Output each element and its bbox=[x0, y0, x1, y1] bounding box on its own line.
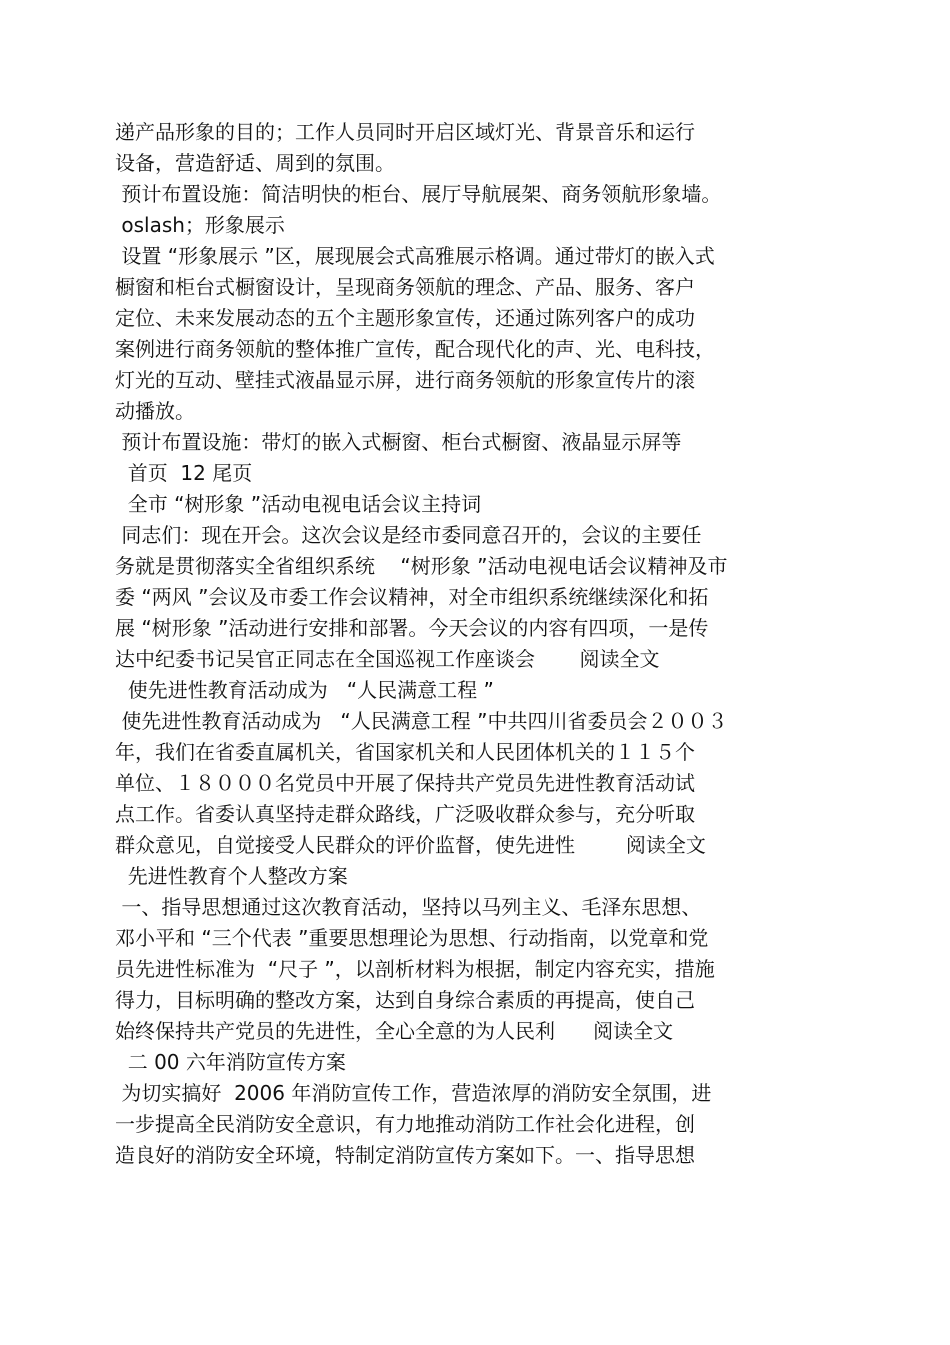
text-line-read-more[interactable]: 始终保持共产党员的先进性，全心全意的为人民利 阅读全文 bbox=[115, 1019, 674, 1043]
pagination[interactable]: 首页 12 尾页 bbox=[115, 461, 253, 485]
text-line: 一、指导思想通过这次教育活动，坚持以马列主义、毛泽东思想、 bbox=[115, 895, 702, 919]
text-line: 预计布置设施：简洁明快的柜台、展厅导航展架、商务领航形象墙。 bbox=[115, 182, 722, 206]
text-line: 递产品形象的目的；工作人员同时开启区域灯光、背景音乐和运行 bbox=[115, 120, 695, 144]
article-title[interactable]: 全市 “树形象 ”活动电视电话会议主持词 bbox=[115, 492, 482, 516]
text-line: 灯光的互动、壁挂式液晶显示屏，进行商务领航的形象宣传片的滚 bbox=[115, 368, 695, 392]
text-line: 橱窗和柜台式橱窗设计，呈现商务领航的理念、产品、服务、客户 bbox=[115, 275, 695, 299]
text-line: 年，我们在省委直属机关，省国家机关和人民团体机关的１１５个 bbox=[115, 740, 695, 764]
text-line: 同志们：现在开会。这次会议是经市委同意召开的，会议的主要任 bbox=[115, 523, 702, 547]
text-line: 案例进行商务领航的整体推广宣传，配合现代化的声、光、电科技， bbox=[115, 337, 715, 361]
text-line: oslash；形象展示 bbox=[115, 213, 285, 237]
text-line: 员先进性标准为 “尺子 ”，以剖析材料为根据，制定内容充实，措施 bbox=[115, 957, 715, 981]
text-line: 动播放。 bbox=[115, 399, 195, 423]
text-line: 邓小平和 “三个代表 ”重要思想理论为思想、行动指南，以党章和党 bbox=[115, 926, 709, 950]
article-title[interactable]: 二 00 六年消防宣传方案 bbox=[115, 1050, 346, 1074]
text-line: 设备，营造舒适、周到的氛围。 bbox=[115, 151, 395, 175]
text-line: 展 “树形象 ”活动进行安排和部署。今天会议的内容有四项，一是传 bbox=[115, 616, 709, 640]
article-title[interactable]: 先进性教育个人整改方案 bbox=[115, 864, 348, 888]
text-line: 为切实搞好 2006 年消防宣传工作，营造浓厚的消防安全氛围，进 bbox=[115, 1081, 712, 1105]
text-line: 造良好的消防安全环境，特制定消防宣传方案如下。一、指导思想 bbox=[115, 1143, 695, 1167]
article-title[interactable]: 使先进性教育活动成为 “人民满意工程 ” bbox=[115, 678, 494, 702]
text-line-read-more[interactable]: 达中纪委书记吴官正同志在全国巡视工作座谈会 阅读全文 bbox=[115, 647, 660, 671]
text-line: 委 “两风 ”会议及市委工作会议精神，对全市组织系统继续深化和拓 bbox=[115, 585, 709, 609]
text-line: 一步提高全民消防安全意识，有力地推动消防工作社会化进程，创 bbox=[115, 1112, 695, 1136]
text-line: 设置 “形象展示 ”区，展现展会式高雅展示格调。通过带灯的嵌入式 bbox=[115, 244, 715, 268]
text-line: 点工作。省委认真坚持走群众路线，广泛吸收群众参与，充分听取 bbox=[115, 802, 695, 826]
text-line-read-more[interactable]: 群众意见，自觉接受人民群众的评价监督，使先进性 阅读全文 bbox=[115, 833, 706, 857]
text-line: 务就是贯彻落实全省组织系统 “树形象 ”活动电视电话会议精神及市 bbox=[115, 554, 728, 578]
text-line: 使先进性教育活动成为 “人民满意工程 ”中共四川省委员会２００３ bbox=[115, 709, 728, 733]
text-line: 预计布置设施：带灯的嵌入式橱窗、柜台式橱窗、液晶显示屏等 bbox=[115, 430, 682, 454]
text-line: 单位、１８０００名党员中开展了保持共产党员先进性教育活动试 bbox=[115, 771, 695, 795]
text-line: 定位、未来发展动态的五个主题形象宣传，还通过陈列客户的成功 bbox=[115, 306, 695, 330]
text-line: 得力，目标明确的整改方案，达到自身综合素质的再提高，使自己 bbox=[115, 988, 695, 1012]
